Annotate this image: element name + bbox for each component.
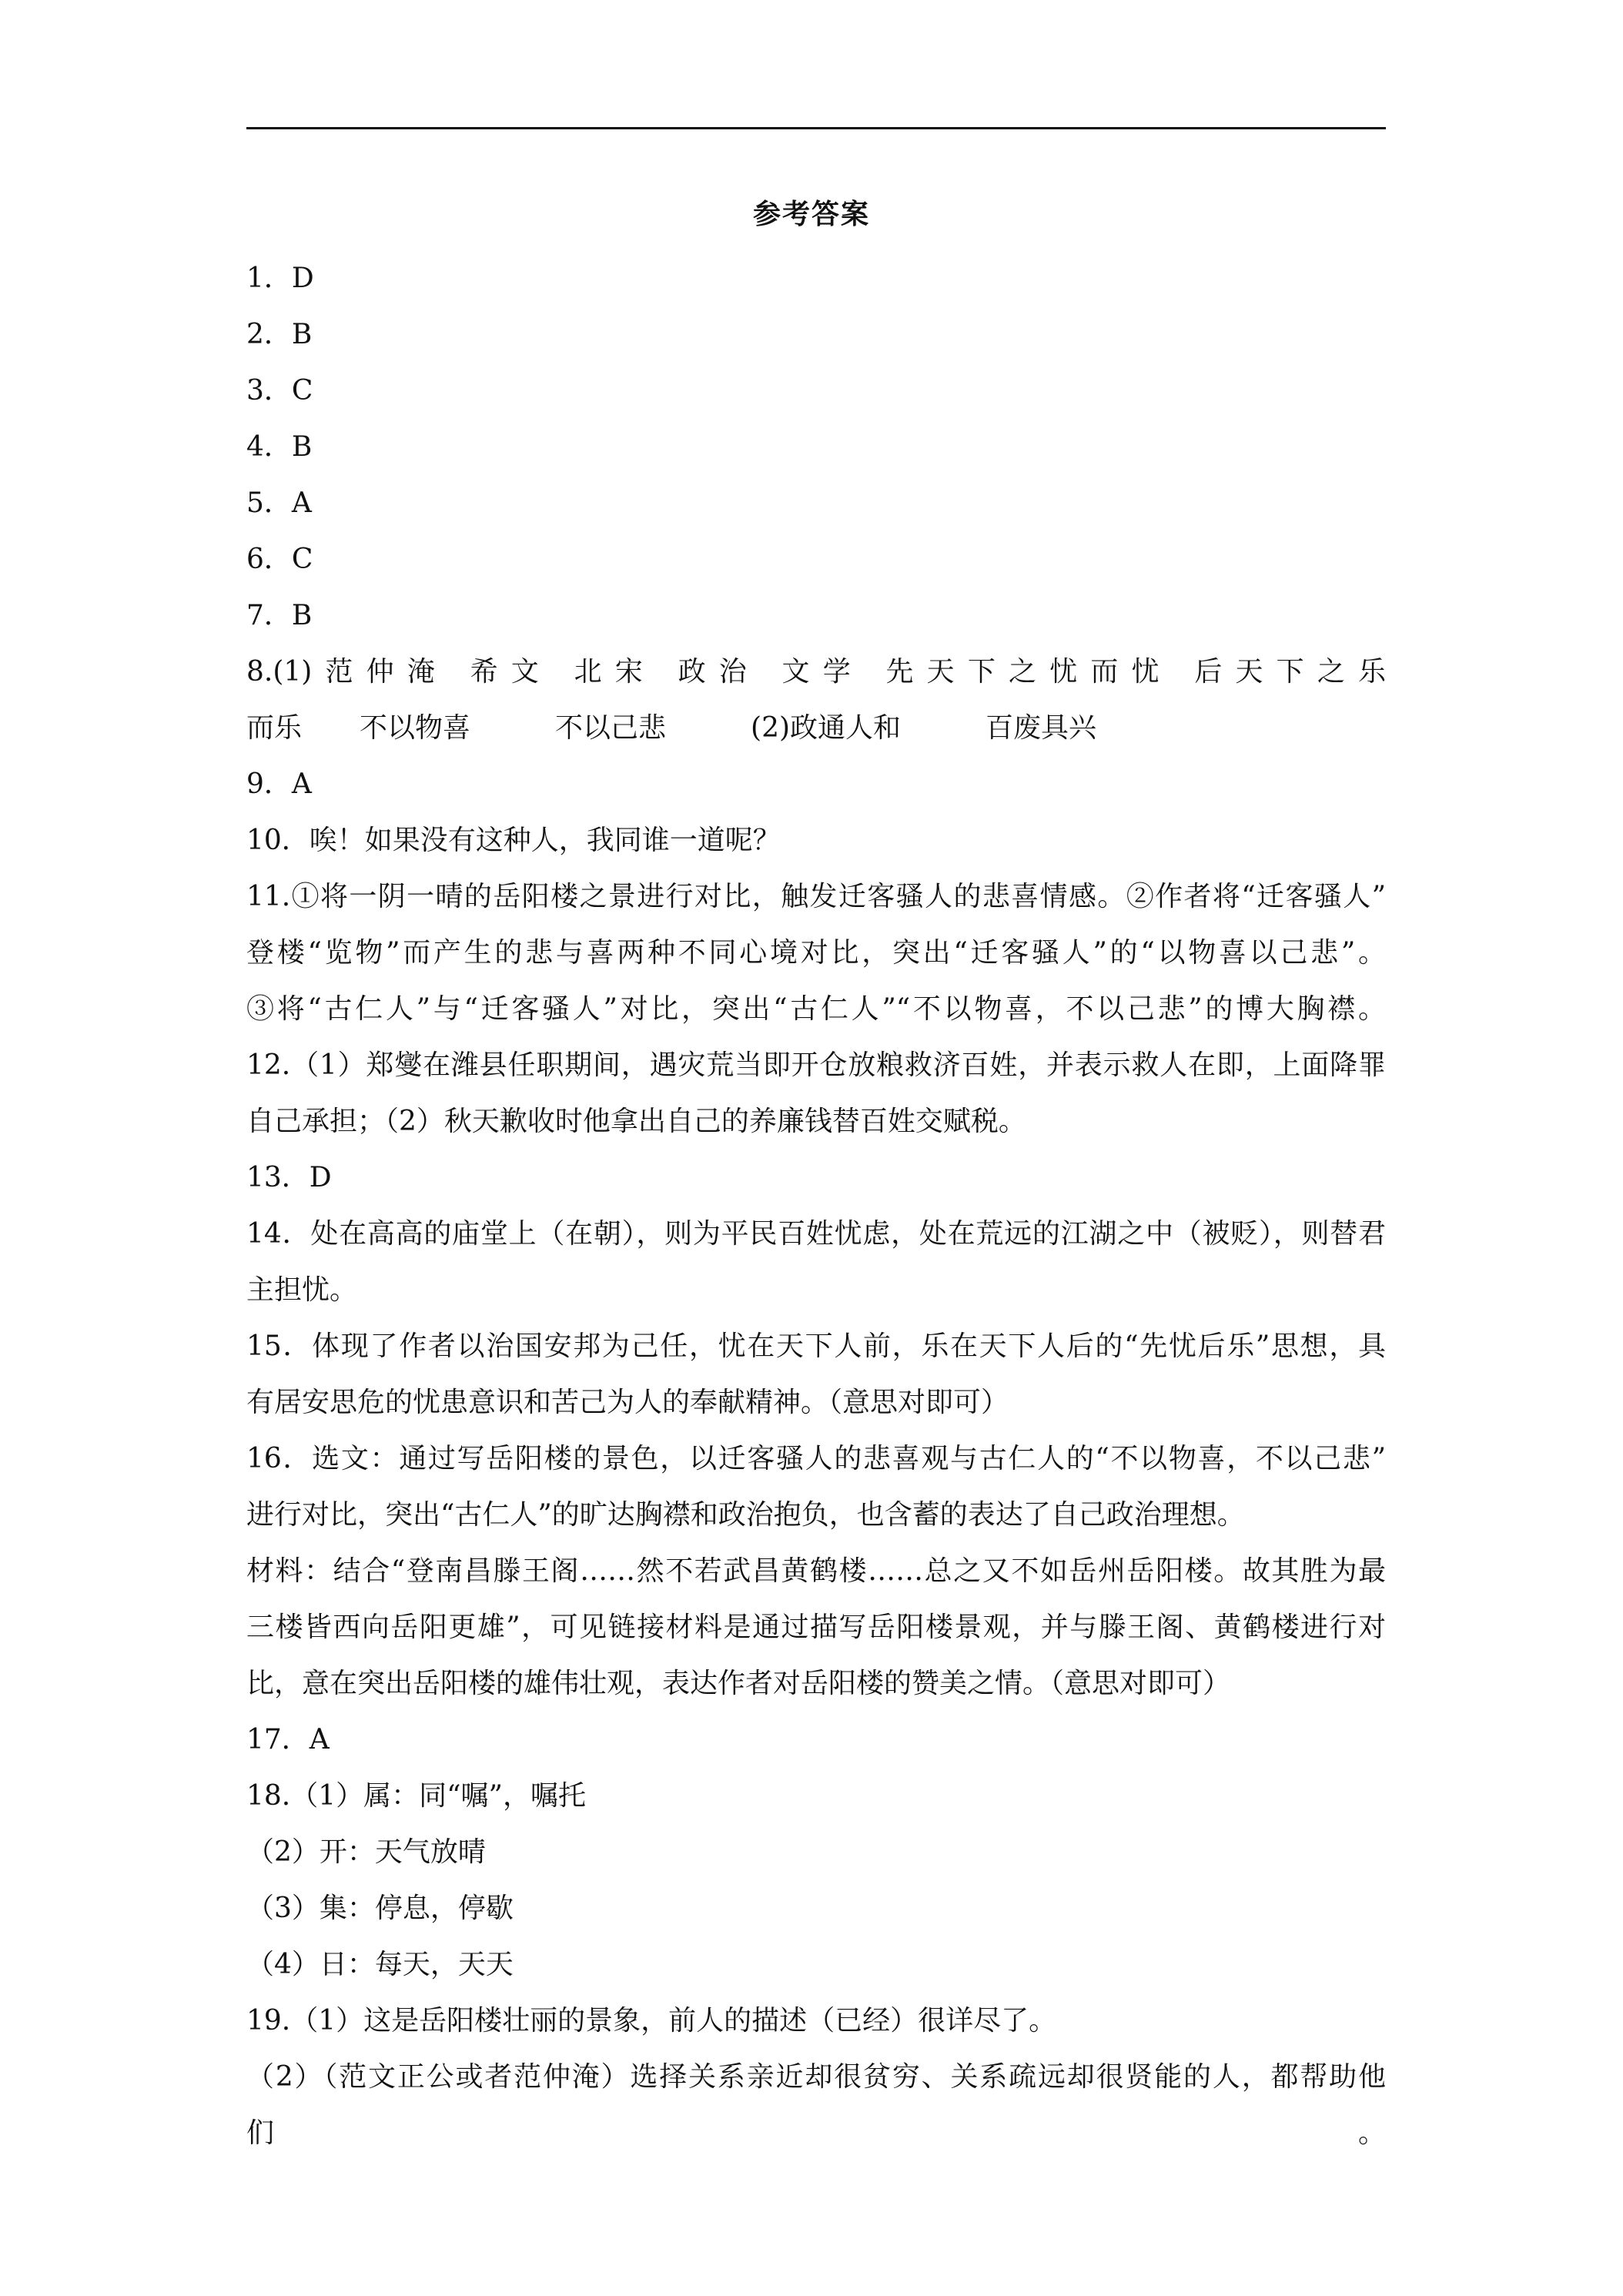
answer-18-line: （3）集：停息，停歇 — [246, 1893, 514, 1924]
answer-11-line: 11.①将一阴一晴的岳阳楼之景进行对比，触发迁客骚人的悲喜情感。②作者将“迁客骚人” — [246, 881, 1386, 912]
answer-12-line: 12.（1）郑燮在潍县任职期间，遇灾荒当即开仓放粮救济百姓，并表示救人在即，上面降罪 — [246, 1049, 1386, 1081]
answer-8-blank: 政治 — [678, 656, 760, 688]
answer-15-line: 有居安思危的忧患意识和苦己为人的奉献精神。（意思对即可） — [246, 1387, 1009, 1418]
answer-8-blank: 先天下之忧而忧 — [885, 656, 1173, 688]
answer-14-line: 主担忧。 — [246, 1274, 358, 1306]
answer-8-blank: 而乐 — [246, 712, 303, 744]
answer-14-line: 14．处在高高的庙堂上（在朝），则为平民百姓忧虑，处在荒远的江湖之中（被贬），则替君 — [246, 1218, 1386, 1250]
answer-18-line: 18.（1）属：同“嘱”，嘱托 — [246, 1780, 586, 1812]
page-title: 参考答案 — [752, 199, 870, 230]
answer-2: 2．B — [246, 319, 313, 350]
answer-17: 17．A — [246, 1724, 330, 1755]
header-rule — [246, 127, 1386, 129]
answer-18-line: （4）日：每天，天天 — [246, 1949, 514, 1980]
answer-12-line: 自己承担；（2）秋天歉收时他拿出自己的养廉钱替百姓交赋税。 — [246, 1106, 1026, 1137]
answer-16-line: 16．选文：通过写岳阳楼的景色，以迁客骚人的悲喜观与古仁人的“不以物喜，不以己悲” — [246, 1443, 1386, 1474]
answer-15-line: 15．体现了作者以治国安邦为己任，忧在天下人前，乐在天下人后的“先忧后乐”思想，具 — [246, 1330, 1386, 1362]
answer-8-line-2 — [246, 700, 1386, 756]
answer-9: 9．A — [246, 768, 312, 800]
answer-6: 6．C — [246, 544, 313, 575]
answer-1: 1．D — [246, 263, 314, 294]
answer-8-blank: 北宋 — [574, 656, 656, 688]
answer-8-blank: (2)政通人和 — [751, 712, 902, 744]
answer-19-line: （2）（范文正公或者范仲淹）选择关系亲近却很贫穷、关系疏远却很贤能的人，都帮助他们。 — [246, 2061, 1386, 2149]
answer-4: 4．B — [246, 431, 313, 463]
answer-list — [246, 250, 1386, 2149]
answer-8-blank: 8.(1)范仲淹 — [246, 656, 449, 688]
answer-16-line: 进行对比，突出“古仁人”的旷达胸襟和政治抱负，也含蓄的表达了自己政治理想。 — [246, 1499, 1245, 1531]
answer-19-line: 19.（1）这是岳阳楼壮丽的景象，前人的描述（已经）很详尽了。 — [246, 2005, 1057, 2037]
answer-13: 13．D — [246, 1162, 332, 1193]
answer-8-blank: 不以己悲 — [555, 712, 667, 744]
answer-16-line: 三楼皆西向岳阳更雄”，可见链接材料是通过描写岳阳楼景观，并与滕王阁、黄鹤楼进行对 — [246, 1612, 1386, 1643]
answer-7: 7．B — [246, 600, 313, 631]
answer-18-line: （2）开：天气放晴 — [246, 1836, 486, 1868]
answer-16-line: 比，意在突出岳阳楼的雄伟壮观，表达作者对岳阳楼的赞美之情。（意思对即可） — [246, 1668, 1231, 1699]
answer-11-line: 登楼“览物”而产生的悲与喜两种不同心境对比，突出“迁客骚人”的“以物喜以己悲”。 — [246, 937, 1386, 969]
answer-16-line: 材料：结合“登南昌滕王阁……然不若武昌黄鹤楼……总之又不如岳州岳阳楼。故其胜为最 — [246, 1555, 1386, 1587]
answer-11-line: ③将“古仁人”与“迁客骚人”对比，突出“古仁人”“不以物喜，不以己悲”的博大胸襟。 — [246, 993, 1386, 1025]
answer-8-blank: 百废具兴 — [986, 712, 1097, 744]
answer-8-blank: 不以物喜 — [360, 712, 471, 744]
answer-10: 10．唉！如果没有这种人，我同谁一道呢？ — [246, 825, 781, 856]
answer-8-blank: 文学 — [781, 656, 864, 688]
answer-8-blank: 后天下之乐 — [1194, 656, 1386, 688]
answer-8-blank: 希文 — [470, 656, 552, 688]
answer-5: 5．A — [246, 487, 312, 519]
answer-8-line-1 — [246, 644, 1386, 700]
answer-3: 3．C — [246, 375, 313, 407]
